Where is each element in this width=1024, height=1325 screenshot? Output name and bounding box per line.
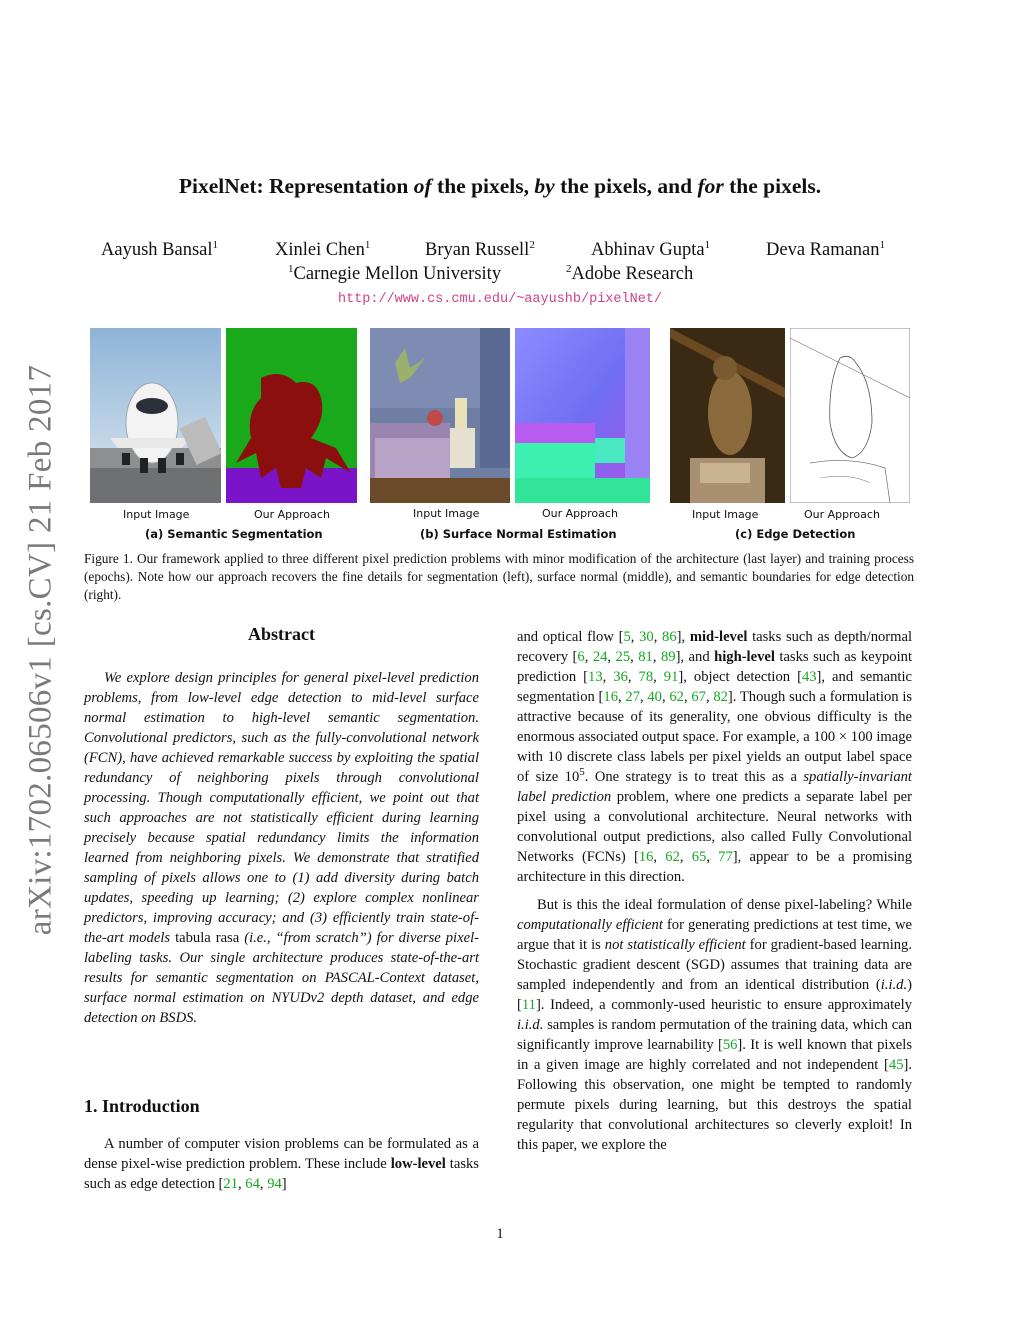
citation-link[interactable]: 25 (615, 649, 631, 665)
output-label: Our Approach (254, 508, 330, 521)
figure-1 (90, 328, 910, 548)
citation-link[interactable]: 40 (647, 689, 662, 705)
intro-paragraph: A number of computer vision problems can be formulated as a dense pixel-wise prediction problem. These include low-level tasks such as edge detection [21, 64, 94] (84, 1136, 479, 1192)
affiliation: $^1$Carnegie Mellon University (288, 262, 502, 284)
author: Deva Ramanan$^1$ (766, 238, 886, 260)
arxiv-id: arXiv:1702.06506v1 [cs.CV] 21 Feb 2017 (22, 364, 59, 936)
affiliation: $^2$Adobe Research (566, 262, 694, 284)
citation-link[interactable]: 81 (638, 649, 653, 665)
citation-link[interactable]: 45 (888, 1057, 904, 1073)
citation-link[interactable]: 6 (577, 649, 585, 665)
author: Xinlei Chen$^1$ (275, 238, 371, 260)
edge-detection-output-image (790, 328, 910, 503)
right-column-text: and optical flow [5, 30, 86], mid-level tasks such as depth/normal recovery [6, 24, 25, 81, 89], and high-level tasks such as keypoint prediction [13, 36, 78, 91], object detection [43], and semantic segmentation [16, 27, 40, 62, 67, 82]. Though such a formulation is attractive because of its generality, one obvious difficulty is the enormous associated output space. For example, a 100 × 100 image with 10 discrete class labels per pixel yields an output label space of size $10^5$. One strategy is to treat this as a spatially-invariant label prediction problem, where one predicts a separate label per pixel using a convolutional architecture. Neural networks with convolutional output predictions, also called Fully Convolutional Networks (FCNs) [16, 62, 65, 77], appear to be a promising architecture in this direction. But is this the ideal formulation of dense pixel-labeling? While computationally efficient for generating predictions at test time, we argue that it is not statistically efficient for gradient-based learning. Stochastic gradient descent (SGD) assumes that training data are sampled independently and from an identical distribution (i.i.d.) [11]. Indeed, a commonly-used heuristic to ensure approximately i.i.d. samples is random permutation of the training data, which can significantly improve learnability [56]. It is well known that pixels in a given image are highly correlated and not independent [45]. Following this observation, one might be tempted to randomly permute pixels during learning, but this destroys the spatial regularity that convolutional architectures so cleverly exploit! In this paper, we explore the (517, 629, 913, 1153)
surface-normal-output-image (515, 328, 650, 503)
citation-link[interactable]: 56 (722, 1037, 738, 1053)
citation-link[interactable]: 43 (801, 669, 817, 685)
subcaption-a: (a) Semantic Segmentation (145, 527, 323, 541)
citation-link[interactable]: 5 (623, 629, 631, 645)
project-url-link[interactable]: http://www.cs.cmu.edu/~aayushb/pixelNet/ (337, 292, 663, 307)
input-image-label: Input Image (692, 508, 759, 521)
abstract-heading: Abstract (248, 624, 315, 644)
citation-link[interactable]: 94 (267, 1176, 282, 1192)
subcaption-c: (c) Edge Detection (735, 527, 856, 541)
paper-title: PixelNet: Representation of the pixels, by the pixels, and for the pixels. (178, 174, 822, 198)
citation-link[interactable]: 86 (662, 629, 677, 645)
input-image-label: Input Image (413, 507, 480, 520)
airplane-input-image (90, 328, 221, 503)
author: Aayush Bansal$^1$ (101, 238, 218, 260)
citation-link[interactable]: 89 (660, 649, 676, 665)
citation-link[interactable]: 24 (592, 649, 608, 665)
subcaption-b: (b) Surface Normal Estimation (420, 527, 617, 541)
arxiv-sidebar (16, 350, 66, 950)
citation-link[interactable]: 62 (669, 689, 684, 705)
citation-link[interactable]: 36 (613, 669, 628, 685)
citation-link[interactable]: 13 (588, 669, 603, 685)
introduction-heading: 1. Introduction (84, 1096, 200, 1116)
citation-link[interactable]: 11 (521, 997, 536, 1013)
page-number: 1 (496, 1226, 504, 1242)
output-label: Our Approach (542, 507, 618, 520)
citation-link[interactable]: 64 (245, 1176, 260, 1192)
figure-caption: Figure 1. Our framework applied to three different pixel prediction problems with minor modification of the architecture (last layer) and training process (epochs). Note how our approach recovers the fine details for segmentation (left), surface normal (middle), and semantic boundaries for edge detection (right). (84, 551, 914, 602)
segmentation-output-image (226, 328, 357, 503)
bird-input-image (670, 328, 785, 503)
citation-link[interactable]: 21 (223, 1176, 238, 1192)
citation-link[interactable]: 65 (691, 849, 707, 865)
citation-link[interactable]: 91 (663, 669, 679, 685)
citation-link[interactable]: 16 (603, 689, 618, 705)
citation-link[interactable]: 78 (638, 669, 654, 685)
author: Bryan Russell$^2$ (425, 238, 535, 260)
bedroom-input-image (370, 328, 510, 503)
citation-link[interactable]: 67 (691, 689, 706, 705)
citation-link[interactable]: 82 (713, 689, 728, 705)
input-image-label: Input Image (123, 508, 190, 521)
citation-link[interactable]: 77 (718, 849, 733, 865)
output-label: Our Approach (804, 508, 880, 521)
citation-link[interactable]: 16 (638, 849, 654, 865)
abstract-text: We explore design principles for general pixel-level prediction problems, from low-level edge detection to mid-level surface normal estimation to high-level semantic segmentation. Convolutional predictors, such as the fully-convolutional network (FCN), have achieved remarkable success by exploiting the spatial redundancy of neighboring pixels through convolutional processing. Though computationally efficient, we point out that such approaches are not statistically efficient during learning precisely because spatial redundancy limits the information learned from neighboring pixels. We demonstrate that stratified sampling of pixels allows one to (1) add diversity during batch updates, speeding up learning; (2) explore complex nonlinear predictors, improving accuracy; and (3) efficiently train state-of-the-art models tabula rasa (i.e., “from scratch”) for diverse pixel-labeling tasks. Our single architecture produces state-of-the-art results for semantic segmentation on PASCAL-Context dataset, surface normal estimation on NYUDv2 depth dataset, and edge detection on BSDS. (84, 670, 479, 1026)
citation-link[interactable]: 27 (625, 689, 640, 705)
author: Abhinav Gupta$^1$ (591, 238, 711, 260)
citation-link[interactable]: 62 (665, 849, 680, 865)
citation-link[interactable]: 30 (639, 629, 654, 645)
